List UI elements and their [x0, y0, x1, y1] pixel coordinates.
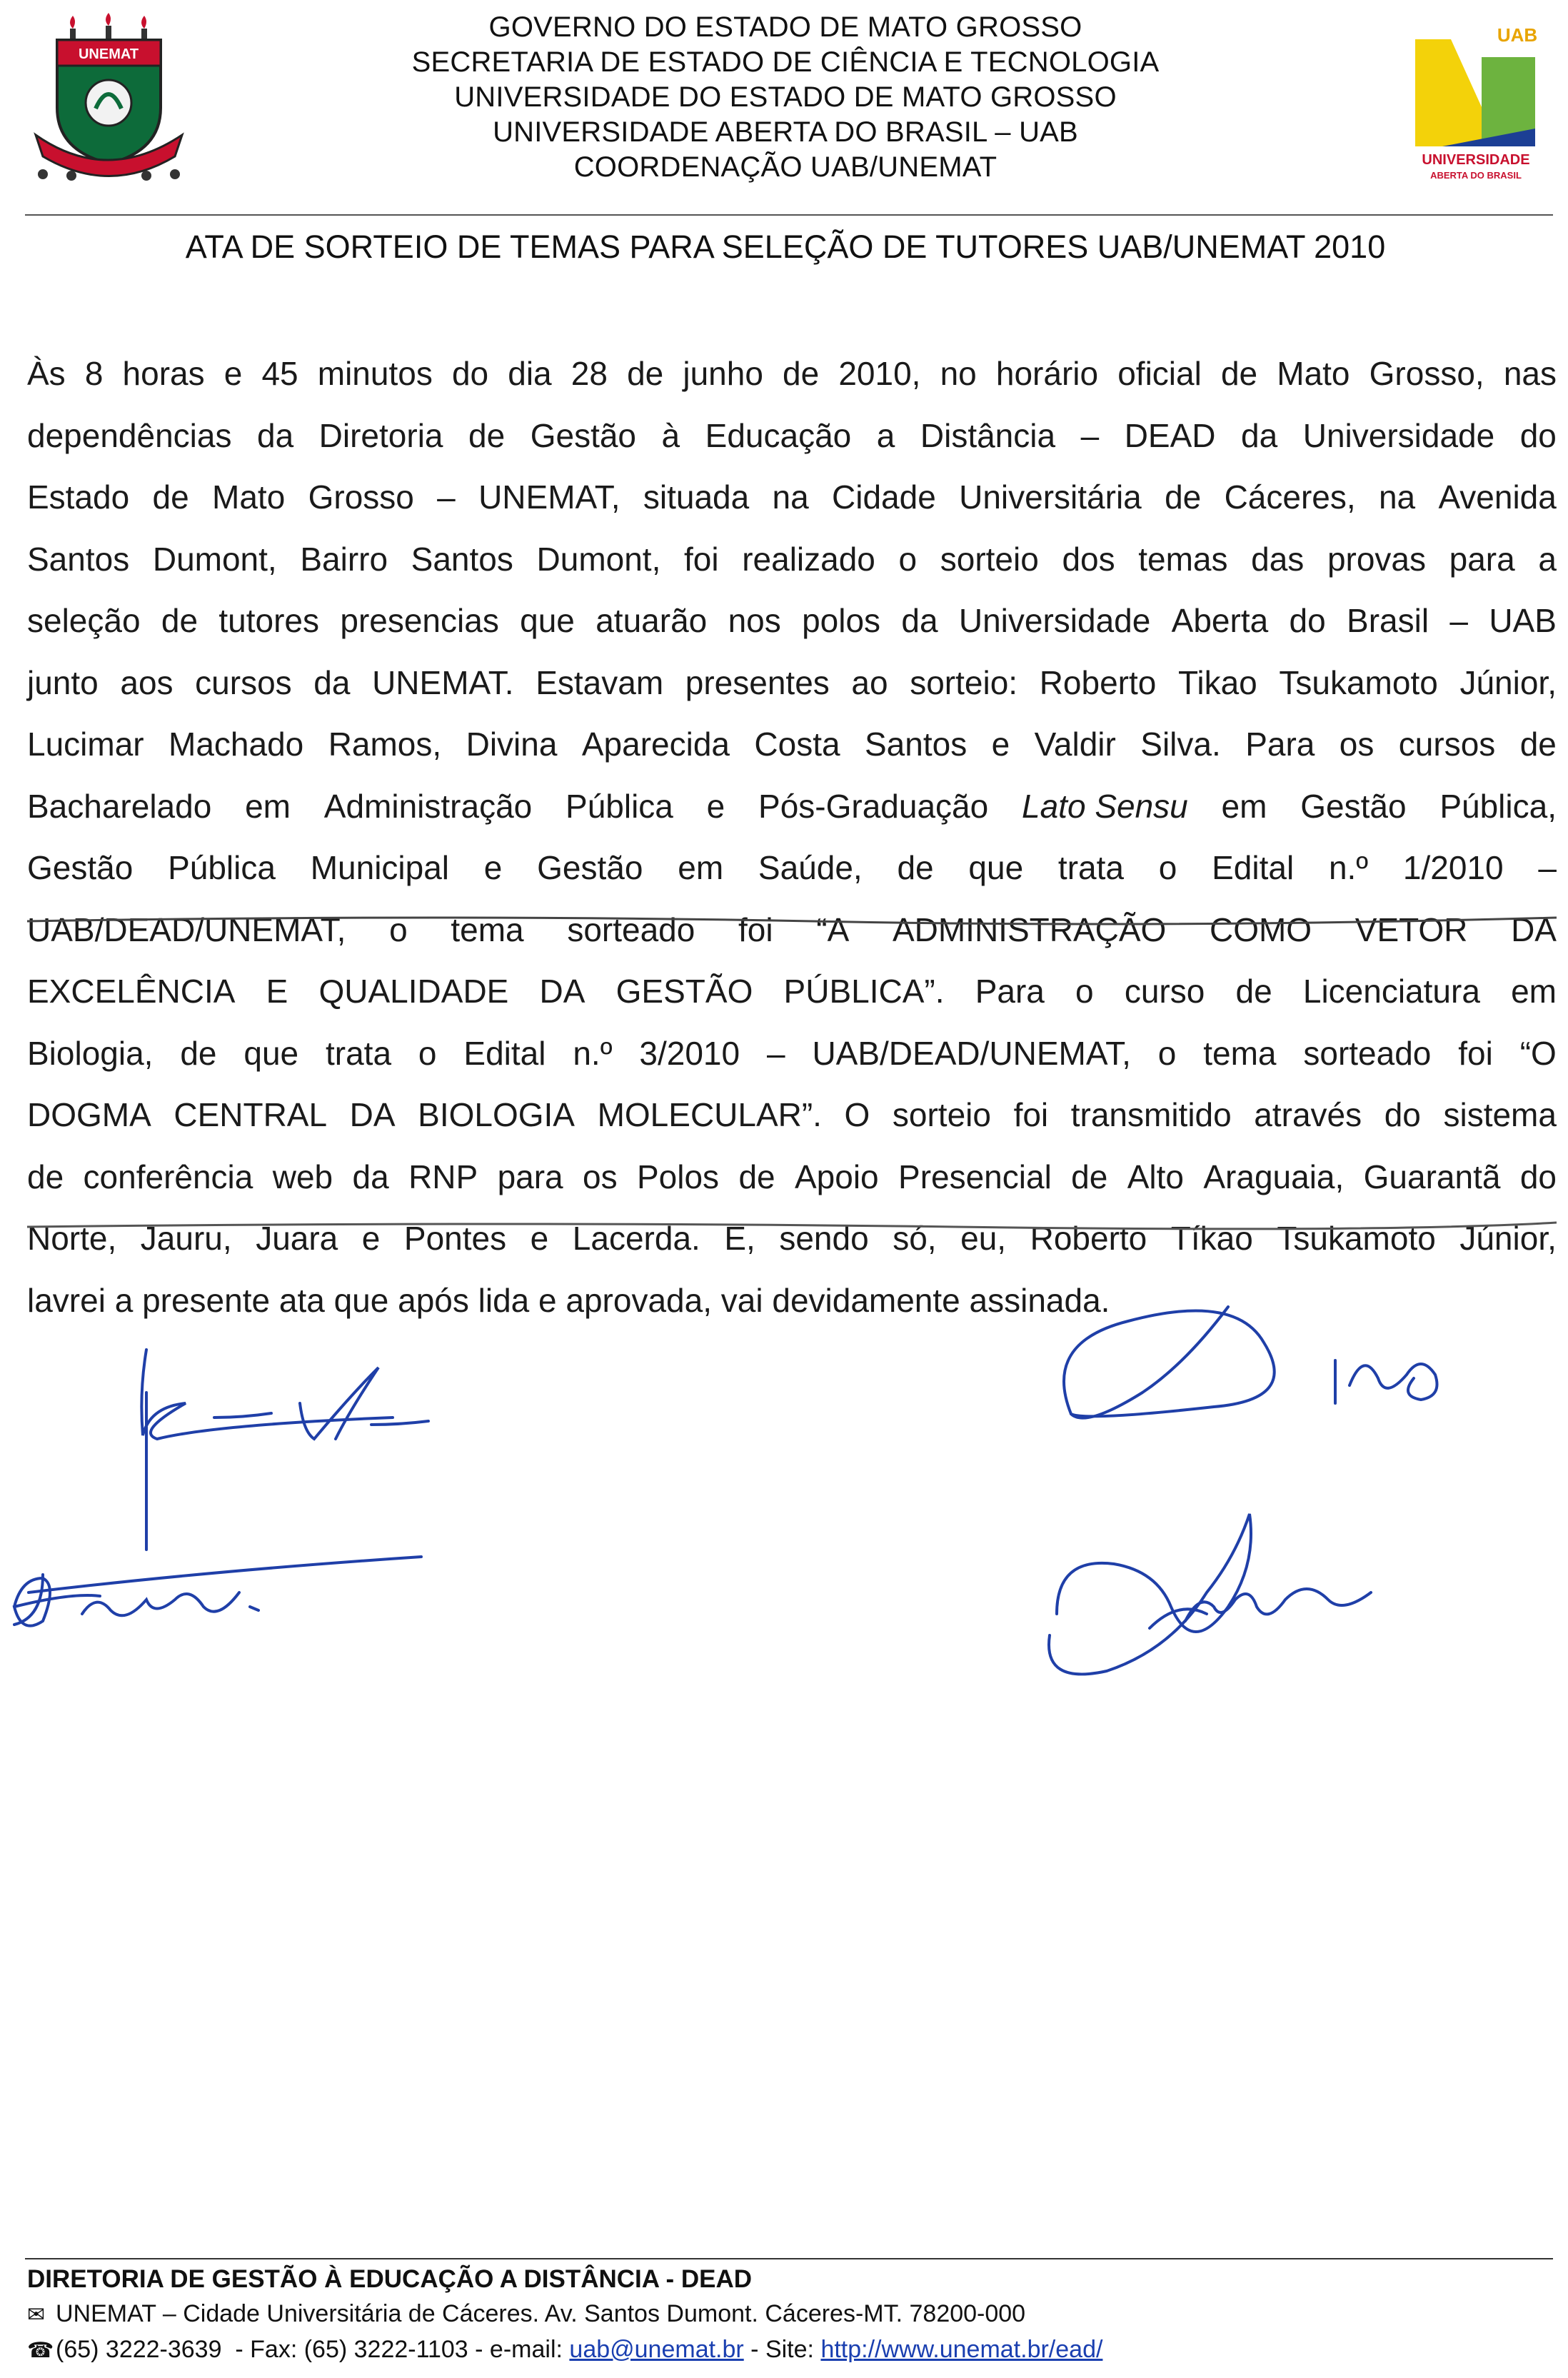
body-word: junho: [683, 355, 763, 392]
body-word: que: [968, 849, 1024, 886]
body-word: de: [180, 1034, 217, 1072]
body-word: DOGMA: [27, 1096, 151, 1133]
body-word: de: [1235, 973, 1272, 1010]
document-title: ATA DE SORTEIO DE TEMAS PARA SELEÇÃO DE TUTORES UAB/UNEMAT 2010: [185, 229, 1386, 265]
body-word: Estavam: [536, 663, 664, 701]
body-word: cursos: [1398, 726, 1496, 763]
body-word: Dumont,: [152, 540, 277, 578]
body-word: do: [1519, 416, 1557, 454]
body-word: Dumont,: [536, 540, 661, 578]
uab-logo-text-line2: ABERTA DO BRASIL: [1430, 170, 1522, 181]
body-word: e: [706, 787, 725, 825]
body-word: 45: [261, 355, 298, 392]
body-word: à: [661, 416, 680, 454]
body-word: Apoio: [794, 1158, 879, 1195]
body-word: Alto: [1127, 1158, 1184, 1195]
body-word: e: [530, 1220, 549, 1257]
body-word: foi: [1013, 1096, 1049, 1133]
body-word: o: [1158, 849, 1177, 886]
body-word: Bairro: [300, 540, 388, 578]
body-word: de: [27, 1158, 64, 1195]
body-word: dia: [508, 355, 552, 392]
body-word: o: [1157, 1034, 1177, 1072]
body-word: sorteio: [940, 540, 1039, 578]
body-word: UNEMAT,: [478, 478, 620, 516]
body-word: da: [352, 1158, 389, 1195]
body-line: [27, 1023, 1557, 1085]
body-word: sorteio:: [910, 663, 1018, 701]
body-word: Mato: [1277, 355, 1350, 392]
body-line: [27, 776, 1557, 838]
signature-valdir: [141, 1350, 428, 1550]
body-word: DA: [349, 1096, 396, 1133]
body-word: que: [520, 602, 575, 639]
body-line: [27, 1146, 1557, 1208]
footer-email-link[interactable]: uab@unemat.br: [569, 2336, 744, 2363]
body-word: de: [1519, 726, 1557, 763]
body-word: eu,: [960, 1220, 1007, 1257]
body-word: temas: [1138, 540, 1228, 578]
body-word: de: [161, 602, 198, 639]
body-word: na: [1378, 478, 1416, 516]
body-word: ao: [851, 663, 888, 701]
body-word: Às: [27, 355, 66, 392]
body-word: sorteado: [567, 910, 695, 948]
header-line-uab: UNIVERSIDADE ABERTA DO BRASIL – UAB: [493, 116, 1078, 148]
body-word: Pós-Graduação: [758, 787, 989, 825]
body-word: Santos: [411, 540, 513, 578]
body-word: Grosso: [308, 478, 414, 516]
body-word: Edital: [463, 1034, 546, 1072]
body-word: Estado: [27, 478, 130, 516]
footer-address: UNEMAT – Cidade Universitária de Cáceres. Av. Santos Dumont. Cáceres-MT. 78200-000: [56, 2300, 1026, 2327]
body-word: Polos: [636, 1158, 720, 1195]
body-word: –: [766, 1034, 785, 1072]
institution-header: [343, 10, 1228, 185]
body-word: Presencial: [898, 1158, 1052, 1195]
body-line: [27, 1084, 1557, 1146]
body-word: “O: [1519, 1034, 1557, 1072]
body-line: [27, 405, 1557, 467]
body-word: Tsukamoto: [1279, 663, 1438, 701]
body-word: trata: [326, 1034, 392, 1072]
signature-lucimar: [1049, 1514, 1371, 1674]
body-word: Costa: [754, 726, 840, 763]
body-word: a: [1538, 540, 1557, 578]
footer-contact-row: [27, 2332, 1541, 2368]
unemat-logo-text: UNEMAT: [78, 46, 139, 62]
body-word: seleção: [27, 602, 141, 639]
body-word: Pública,: [1439, 787, 1557, 825]
body-word: Júnior,: [1459, 1220, 1557, 1257]
body-word: e: [483, 849, 503, 886]
minutes-body: [27, 343, 1557, 1331]
body-word: que: [243, 1034, 299, 1072]
footer-department: DIRETORIA DE GESTÃO À EDUCAÇÃO A DISTÂNCIA - DEAD: [27, 2265, 753, 2293]
body-line: [27, 960, 1557, 1023]
body-word: Grosso,: [1369, 355, 1484, 392]
body-word: de: [152, 478, 189, 516]
body-word: Aberta: [1171, 602, 1269, 639]
body-word: o: [1075, 973, 1094, 1010]
body-word: de: [897, 849, 934, 886]
body-word: do: [1289, 602, 1326, 639]
body-word: Administração: [323, 787, 533, 825]
body-word: presencias: [340, 602, 499, 639]
body-word: Universitária: [959, 478, 1142, 516]
body-word: sorteio: [892, 1096, 991, 1133]
body-word: dependências: [27, 416, 232, 454]
body-line: [27, 466, 1557, 528]
body-word: foi: [1458, 1034, 1493, 1072]
body-word: polos: [802, 602, 881, 639]
body-word: UAB/DEAD/UNEMAT,: [812, 1034, 1131, 1072]
body-word: PÚBLICA”.: [783, 973, 945, 1010]
footer-phone: (65) 3222-3639 - Fax: (65) 3222-1103 - e-mail:: [56, 2336, 570, 2363]
body-word: –: [1080, 416, 1100, 454]
uab-logo-text-line1: UNIVERSIDADE: [1422, 152, 1530, 168]
body-word: n.º: [1328, 849, 1369, 886]
body-word: Roberto: [1030, 1220, 1147, 1257]
body-word: e: [223, 355, 243, 392]
body-word: Tíkao: [1170, 1220, 1253, 1257]
body-word: Norte,: [27, 1220, 117, 1257]
body-word: Para: [975, 973, 1045, 1010]
body-word: Tsukamoto: [1277, 1220, 1436, 1257]
body-word: Pública: [566, 787, 673, 825]
body-word: da: [256, 416, 294, 454]
body-word: Silva.: [1140, 726, 1221, 763]
body-word: –: [1449, 602, 1468, 639]
uab-logo: [1399, 21, 1553, 186]
body-line: [27, 528, 1557, 591]
body-word: o: [418, 1034, 437, 1072]
body-word: UAB/DEAD/UNEMAT,: [27, 910, 346, 948]
body-word: 2010,: [838, 355, 921, 392]
body-word: tema: [451, 910, 524, 948]
body-word: Valdir: [1034, 726, 1116, 763]
body-word: sorteado: [1303, 1034, 1432, 1072]
body-word: Araguaia,: [1203, 1158, 1345, 1195]
body-word: Saúde,: [758, 849, 863, 886]
body-word: Lato Sensu: [1022, 787, 1188, 825]
body-word: sendo: [779, 1220, 869, 1257]
body-word: Mato: [212, 478, 286, 516]
body-line: [27, 1270, 1557, 1332]
body-word: do: [1519, 1158, 1557, 1195]
body-word: Licenciatura: [1302, 973, 1480, 1010]
footer-site-prefix: - Site:: [743, 2336, 821, 2363]
body-word: de: [627, 355, 664, 392]
telephone-icon: ☎: [27, 2339, 54, 2362]
body-word: 28: [571, 355, 608, 392]
body-word: n.º: [573, 1034, 613, 1072]
body-word: Gestão: [537, 849, 643, 886]
envelope-icon: ✉: [27, 2303, 46, 2327]
body-word: UAB: [1489, 602, 1557, 639]
body-word: foi: [738, 910, 773, 948]
footer: [27, 2262, 1541, 2368]
body-word: do: [1384, 1096, 1421, 1133]
body-word: de: [1165, 478, 1202, 516]
body-word: de: [468, 416, 506, 454]
body-word: da: [901, 602, 938, 639]
body-word: situada: [643, 478, 750, 516]
body-word: E: [266, 973, 288, 1010]
body-word: 8: [84, 355, 104, 392]
body-line: [27, 899, 1557, 961]
body-word: através: [1254, 1096, 1362, 1133]
body-word: tema: [1203, 1034, 1277, 1072]
body-word: Cidade: [832, 478, 936, 516]
body-word: para: [1449, 540, 1515, 578]
body-line: [27, 652, 1557, 714]
body-word: Cáceres,: [1224, 478, 1356, 516]
unemat-crest-logo: [29, 10, 189, 181]
body-word: web: [272, 1158, 333, 1195]
uab-logo-top-text: UAB: [1497, 24, 1538, 46]
body-word: na: [772, 478, 809, 516]
body-word: a: [876, 416, 895, 454]
body-word: da: [313, 663, 351, 701]
body-word: Pública: [168, 849, 276, 886]
body-word: os: [1339, 726, 1374, 763]
header-line-coordination: COORDENAÇÃO UAB/UNEMAT: [573, 151, 997, 183]
body-word: UNEMAT.: [372, 663, 514, 701]
body-word: transmitido: [1070, 1096, 1232, 1133]
body-word: de: [738, 1158, 775, 1195]
body-word: DA: [1511, 910, 1557, 948]
body-word: Brasil: [1347, 602, 1429, 639]
body-word: do: [451, 355, 489, 392]
body-word: –: [437, 478, 456, 516]
body-word: E,: [724, 1220, 755, 1257]
body-word: –: [1538, 849, 1557, 886]
body-word: Avenida: [1438, 478, 1557, 516]
body-line: [27, 837, 1557, 899]
body-word: Bacharelado: [27, 787, 212, 825]
body-word: Municipal: [310, 849, 450, 886]
body-word: Edital: [1212, 849, 1295, 886]
body-word: GESTÃO: [615, 973, 753, 1010]
body-word: e: [991, 726, 1010, 763]
body-word: Gestão: [1300, 787, 1407, 825]
body-word: aos: [120, 663, 174, 701]
body-word: conferência: [83, 1158, 253, 1195]
footer-divider: [25, 2258, 1553, 2259]
body-word: EXCELÊNCIA: [27, 973, 236, 1010]
body-word: tutores: [218, 602, 320, 639]
body-word: “A: [816, 910, 850, 948]
body-word: dos: [1062, 540, 1115, 578]
body-word: o: [389, 910, 408, 948]
body-word: Machado: [169, 726, 304, 763]
body-word: da: [1241, 416, 1278, 454]
body-word: Para: [1245, 726, 1315, 763]
body-word: e: [361, 1220, 381, 1257]
body-word: o: [898, 540, 918, 578]
body-word: COMO: [1209, 910, 1312, 948]
header-line-secretariat: SECRETARIA DE ESTADO DE CIÊNCIA E TECNOLOGIA: [411, 46, 1160, 78]
body-word: O: [844, 1096, 870, 1133]
body-word: atuarão: [595, 602, 708, 639]
body-word: Divina: [466, 726, 558, 763]
body-word: nos: [728, 602, 781, 639]
body-word: Diretoria: [318, 416, 443, 454]
body-word: em: [245, 787, 291, 825]
body-word: DEAD: [1124, 416, 1216, 454]
body-word: VETOR: [1355, 910, 1468, 948]
body-word: horário: [995, 355, 1099, 392]
body-word: 3/2010: [639, 1034, 740, 1072]
body-word: presentes: [685, 663, 830, 701]
body-word: DA: [539, 973, 586, 1010]
body-word: Distância: [920, 416, 1056, 454]
header-line-government: GOVERNO DO ESTADO DE MATO GROSSO: [488, 11, 1082, 43]
footer-site-link[interactable]: http://www.unemat.br/ead/: [820, 2336, 1103, 2363]
body-word: Pontes: [403, 1220, 507, 1257]
body-word: só,: [893, 1220, 937, 1257]
body-word: Gestão: [27, 849, 134, 886]
body-word: trata: [1057, 849, 1124, 886]
body-word: os: [583, 1158, 618, 1195]
body-word: Gestão: [530, 416, 637, 454]
body-word: Tikao: [1177, 663, 1257, 701]
body-word: RNP: [408, 1158, 478, 1195]
body-word: lavrei a presente ata que após lida e aprovada, vai devidamente assinada.: [27, 1281, 1110, 1319]
body-word: QUALIDADE: [318, 973, 509, 1010]
footer-address-row: [27, 2297, 1541, 2332]
body-word: Santos: [865, 726, 968, 763]
signature-divina: [14, 1557, 421, 1626]
body-word: minutos: [317, 355, 433, 392]
body-word: Juara: [256, 1220, 338, 1257]
body-word: de: [783, 355, 820, 392]
body-word: BIOLOGIA: [418, 1096, 575, 1133]
body-word: realizado: [742, 540, 875, 578]
body-word: oficial: [1117, 355, 1202, 392]
body-word: curso: [1124, 973, 1205, 1010]
body-word: junto: [27, 663, 99, 701]
header-divider: [25, 214, 1553, 216]
body-word: sistema: [1443, 1096, 1557, 1133]
body-word: horas: [122, 355, 205, 392]
body-word: ADMINISTRAÇÃO: [892, 910, 1167, 948]
body-word: foi: [684, 540, 719, 578]
body-word: MOLECULAR”.: [597, 1096, 822, 1133]
body-word: provas: [1327, 540, 1427, 578]
body-word: nas: [1503, 355, 1557, 392]
body-word: Roberto: [1039, 663, 1157, 701]
body-word: Lacerda.: [572, 1220, 700, 1257]
body-word: de: [1071, 1158, 1108, 1195]
body-word: Guarantã: [1363, 1158, 1501, 1195]
body-word: Universidade: [958, 602, 1151, 639]
body-word: Santos: [27, 540, 130, 578]
body-word: das: [1251, 540, 1305, 578]
body-word: Lucimar: [27, 726, 144, 763]
body-line: [27, 343, 1557, 405]
body-line: [27, 590, 1557, 652]
header-line-university: UNIVERSIDADE DO ESTADO DE MATO GROSSO: [454, 81, 1117, 113]
body-word: Ramos,: [328, 726, 442, 763]
body-word: Educação: [705, 416, 852, 454]
body-line: [27, 713, 1557, 776]
body-word: cursos: [195, 663, 292, 701]
body-word: em: [1511, 973, 1557, 1010]
body-word: Jauru,: [140, 1220, 232, 1257]
body-word: Universidade: [1302, 416, 1495, 454]
body-word: de: [1220, 355, 1258, 392]
body-word: em: [1221, 787, 1267, 825]
body-word: Aparecida: [581, 726, 730, 763]
body-word: Biologia,: [27, 1034, 154, 1072]
body-line: [27, 1208, 1557, 1270]
body-word: 1/2010: [1402, 849, 1504, 886]
body-word: para: [497, 1158, 563, 1195]
body-word: em: [678, 849, 724, 886]
body-word: CENTRAL: [174, 1096, 328, 1133]
body-word: no: [940, 355, 977, 392]
body-word: Júnior,: [1459, 663, 1557, 701]
